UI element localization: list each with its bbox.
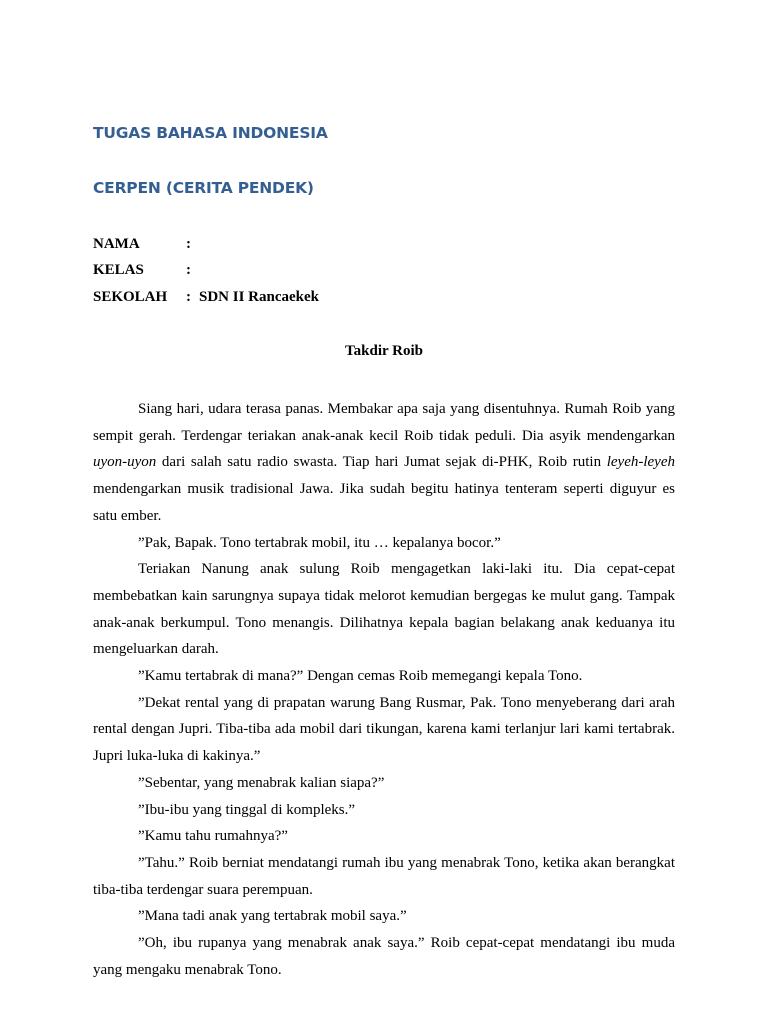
text-run: mendengarkan musik tradisional Jawa. Jika sudah begitu hatinya tenteram seperti diguyur es satu ember.: [93, 481, 675, 524]
field-colon: :: [186, 262, 191, 278]
story-body: [93, 396, 675, 983]
story-title: Takdir Roib: [345, 343, 423, 359]
paragraph: Teriakan Nanung anak sulung Roib mengagetkan laki-laki itu. Dia cepat-cepat membebatkan kain sarungnya supaya tidak melorot kemudian bergegas ke mulut gang. Tampak anak-anak berkumpul. Tono menangis. Dilihatnya kepala bagian belakang anak keduanya itu mengeluarkan darah.: [93, 561, 675, 658]
italic-run: uyon-uyon: [93, 454, 157, 471]
document-subtitle: CERPEN (CERITA PENDEK): [93, 179, 314, 197]
paragraph: ”Kamu tahu rumahnya?”: [138, 828, 288, 845]
field-colon: :: [186, 289, 191, 305]
field-label: SEKOLAH: [93, 289, 168, 305]
paragraph: ”Mana tadi anak yang tertabrak mobil saya.”: [138, 908, 407, 925]
paragraph: ”Pak, Bapak. Tono tertabrak mobil, itu … kepalanya bocor.”: [138, 534, 501, 551]
paragraph: ”Ibu-ibu yang tinggal di kompleks.”: [138, 801, 356, 818]
paragraph: ”Oh, ibu rupanya yang menabrak anak saya.” Roib cepat-cepat mendatangi ibu muda yang mengaku menabrak Tono.: [93, 935, 675, 978]
field-value: SDN II Rancaekek: [199, 289, 320, 305]
paragraph: ”Dekat rental yang di prapatan warung Bang Rusmar, Pak. Tono menyeberang dari arah rental dengan Jupri. Tiba-tiba ada mobil dari tikungan, karena kami terlanjur lari kami tertabrak. Jupri luka-luka di kakinya.”: [93, 694, 675, 765]
paragraph: ”Tahu.” Roib berniat mendatangi rumah ibu yang menabrak Tono, ketika akan berangkat tiba-tiba terdengar suara perempuan.: [93, 854, 675, 898]
field-label: KELAS: [93, 262, 144, 278]
text-run: dari salah satu radio swasta. Tiap hari Jumat sejak di-PHK, Roib rutin: [156, 454, 607, 471]
field-label: NAMA: [93, 236, 140, 252]
paragraph: [93, 396, 675, 530]
italic-run: leyeh-leyeh: [606, 454, 675, 471]
paragraph: ”Kamu tertabrak di mana?” Dengan cemas Roib memegangi kepala Tono.: [138, 668, 583, 685]
document-title: TUGAS BAHASA INDONESIA: [93, 124, 328, 142]
paragraph: ”Sebentar, yang menabrak kalian siapa?”: [138, 774, 385, 791]
text-run: Siang hari, udara terasa panas. Membakar apa saja yang disentuhnya. Rumah Roib yang sempit gerah. Terdengar teriakan anak-anak kecil Roib tidak peduli. Dia asyik mendengarkan: [93, 401, 675, 444]
field-colon: :: [186, 236, 191, 252]
